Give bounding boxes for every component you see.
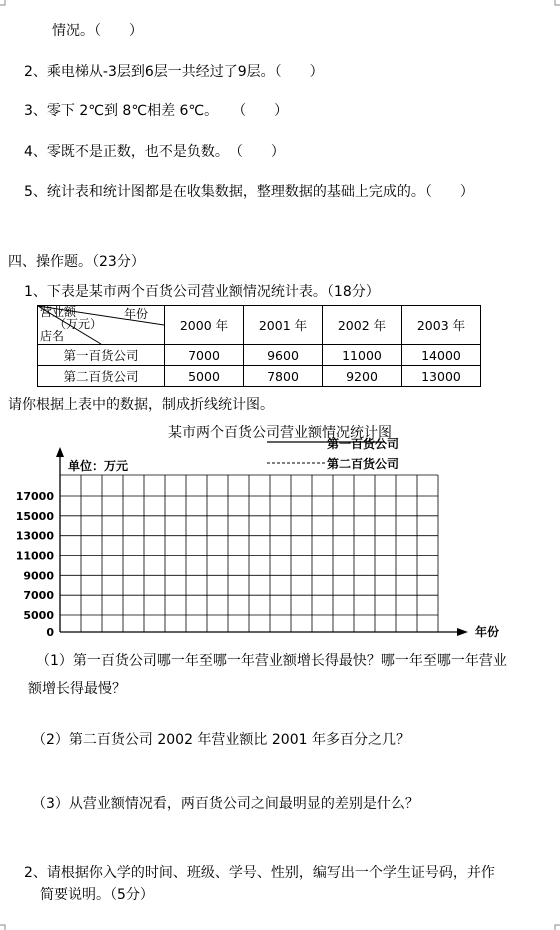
table-corner-header [38,306,165,345]
table-cell: 11000 [323,345,402,366]
crop-mark-bottom-right [554,924,560,930]
blank-line-chart [0,420,560,642]
store-name: 第二百货公司 [38,366,165,387]
question-1-1-line2: 额增长得最慢？ [28,681,126,697]
question-1-3: （3）从营业额情况看，两百货公司之间最明显的差别是什么？ [32,796,419,812]
judgement-item-5: 5、统计表和统计图都是在收集数据，整理数据的基础上完成的。（ ） [24,184,474,200]
table-cell: 5000 [165,366,244,387]
y-tick-label: 9000 [23,569,54,583]
y-tick-label: 17000 [15,490,54,503]
year-header: 2001 年 [244,306,323,345]
crop-mark-bottom-left [0,924,6,930]
store-name: 第一百货公司 [38,345,165,366]
corner-label-unit: （万元） [54,317,103,331]
y-tick-label: 13000 [15,529,54,543]
year-header: 2003 年 [402,306,481,345]
crop-mark-top-right [554,0,560,6]
judgement-tail: 情况。（ ） [52,23,143,39]
legend-label-second: 第二百货公司 [327,457,400,471]
chart-instruction: 请你根据上表中的数据，制成折线统计图。 [8,397,274,413]
crop-mark-top-left [0,0,6,6]
y-tick-label: 15000 [15,509,54,523]
chart-title: 某市两个百货公司营业额情况统计图 [168,425,392,441]
judgement-item-2: 2、乘电梯从-3层到6层一共经过了9层。（ ） [24,64,324,80]
grid-lines [60,475,438,632]
corner-label-store: 店名 [40,329,65,343]
table-cell: 9200 [323,366,402,387]
question-1-2: （2）第二百货公司 2002 年营业额比 2001 年多百分之几？ [32,732,410,748]
judgement-item-4: 4、零既不是正数，也不是负数。 （ ） [24,144,285,160]
y-tick-label: 5000 [23,609,54,622]
question-1-1-line1: （1）第一百货公司哪一年至哪一年营业额增长得最快？哪一年至哪一年营业 [36,653,507,669]
question-2-line2: 简要说明。（5分） [40,887,154,903]
section-title: 四、操作题。（23分） [8,254,145,270]
legend-label-first: 第一百货公司 [327,437,400,451]
sales-table [37,305,481,387]
table-cell: 7800 [244,366,323,387]
table-row [38,366,481,387]
table-cell: 9600 [244,345,323,366]
table-row [38,345,481,366]
corner-label-sales: 营业额 [40,305,77,319]
x-axis-label: 年份 [475,625,500,639]
unit-label: 单位：万元 [68,459,129,473]
x-axis-arrow [457,628,468,636]
year-header: 2000 年 [165,306,244,345]
y-tick-label: 7000 [23,589,54,603]
table-cell: 7000 [165,345,244,366]
question-1: 1、下表是某市两个百货公司营业额情况统计表。（18分） [24,284,380,300]
table-cell: 14000 [402,345,481,366]
table-cell: 13000 [402,366,481,387]
y-tick-labels [16,490,55,639]
judgement-item-3: 3、零下 2℃到 8℃相差 6℃。 （ ） [24,103,289,119]
y-tick-label: 0 [46,626,54,639]
year-header: 2002 年 [323,306,402,345]
y-tick-label: 11000 [15,549,54,563]
question-2-line1: 2、请根据你入学的时间、班级、学号、性别，编写出一个学生证号码，并作 [24,865,495,881]
corner-label-year: 年份 [124,307,149,321]
